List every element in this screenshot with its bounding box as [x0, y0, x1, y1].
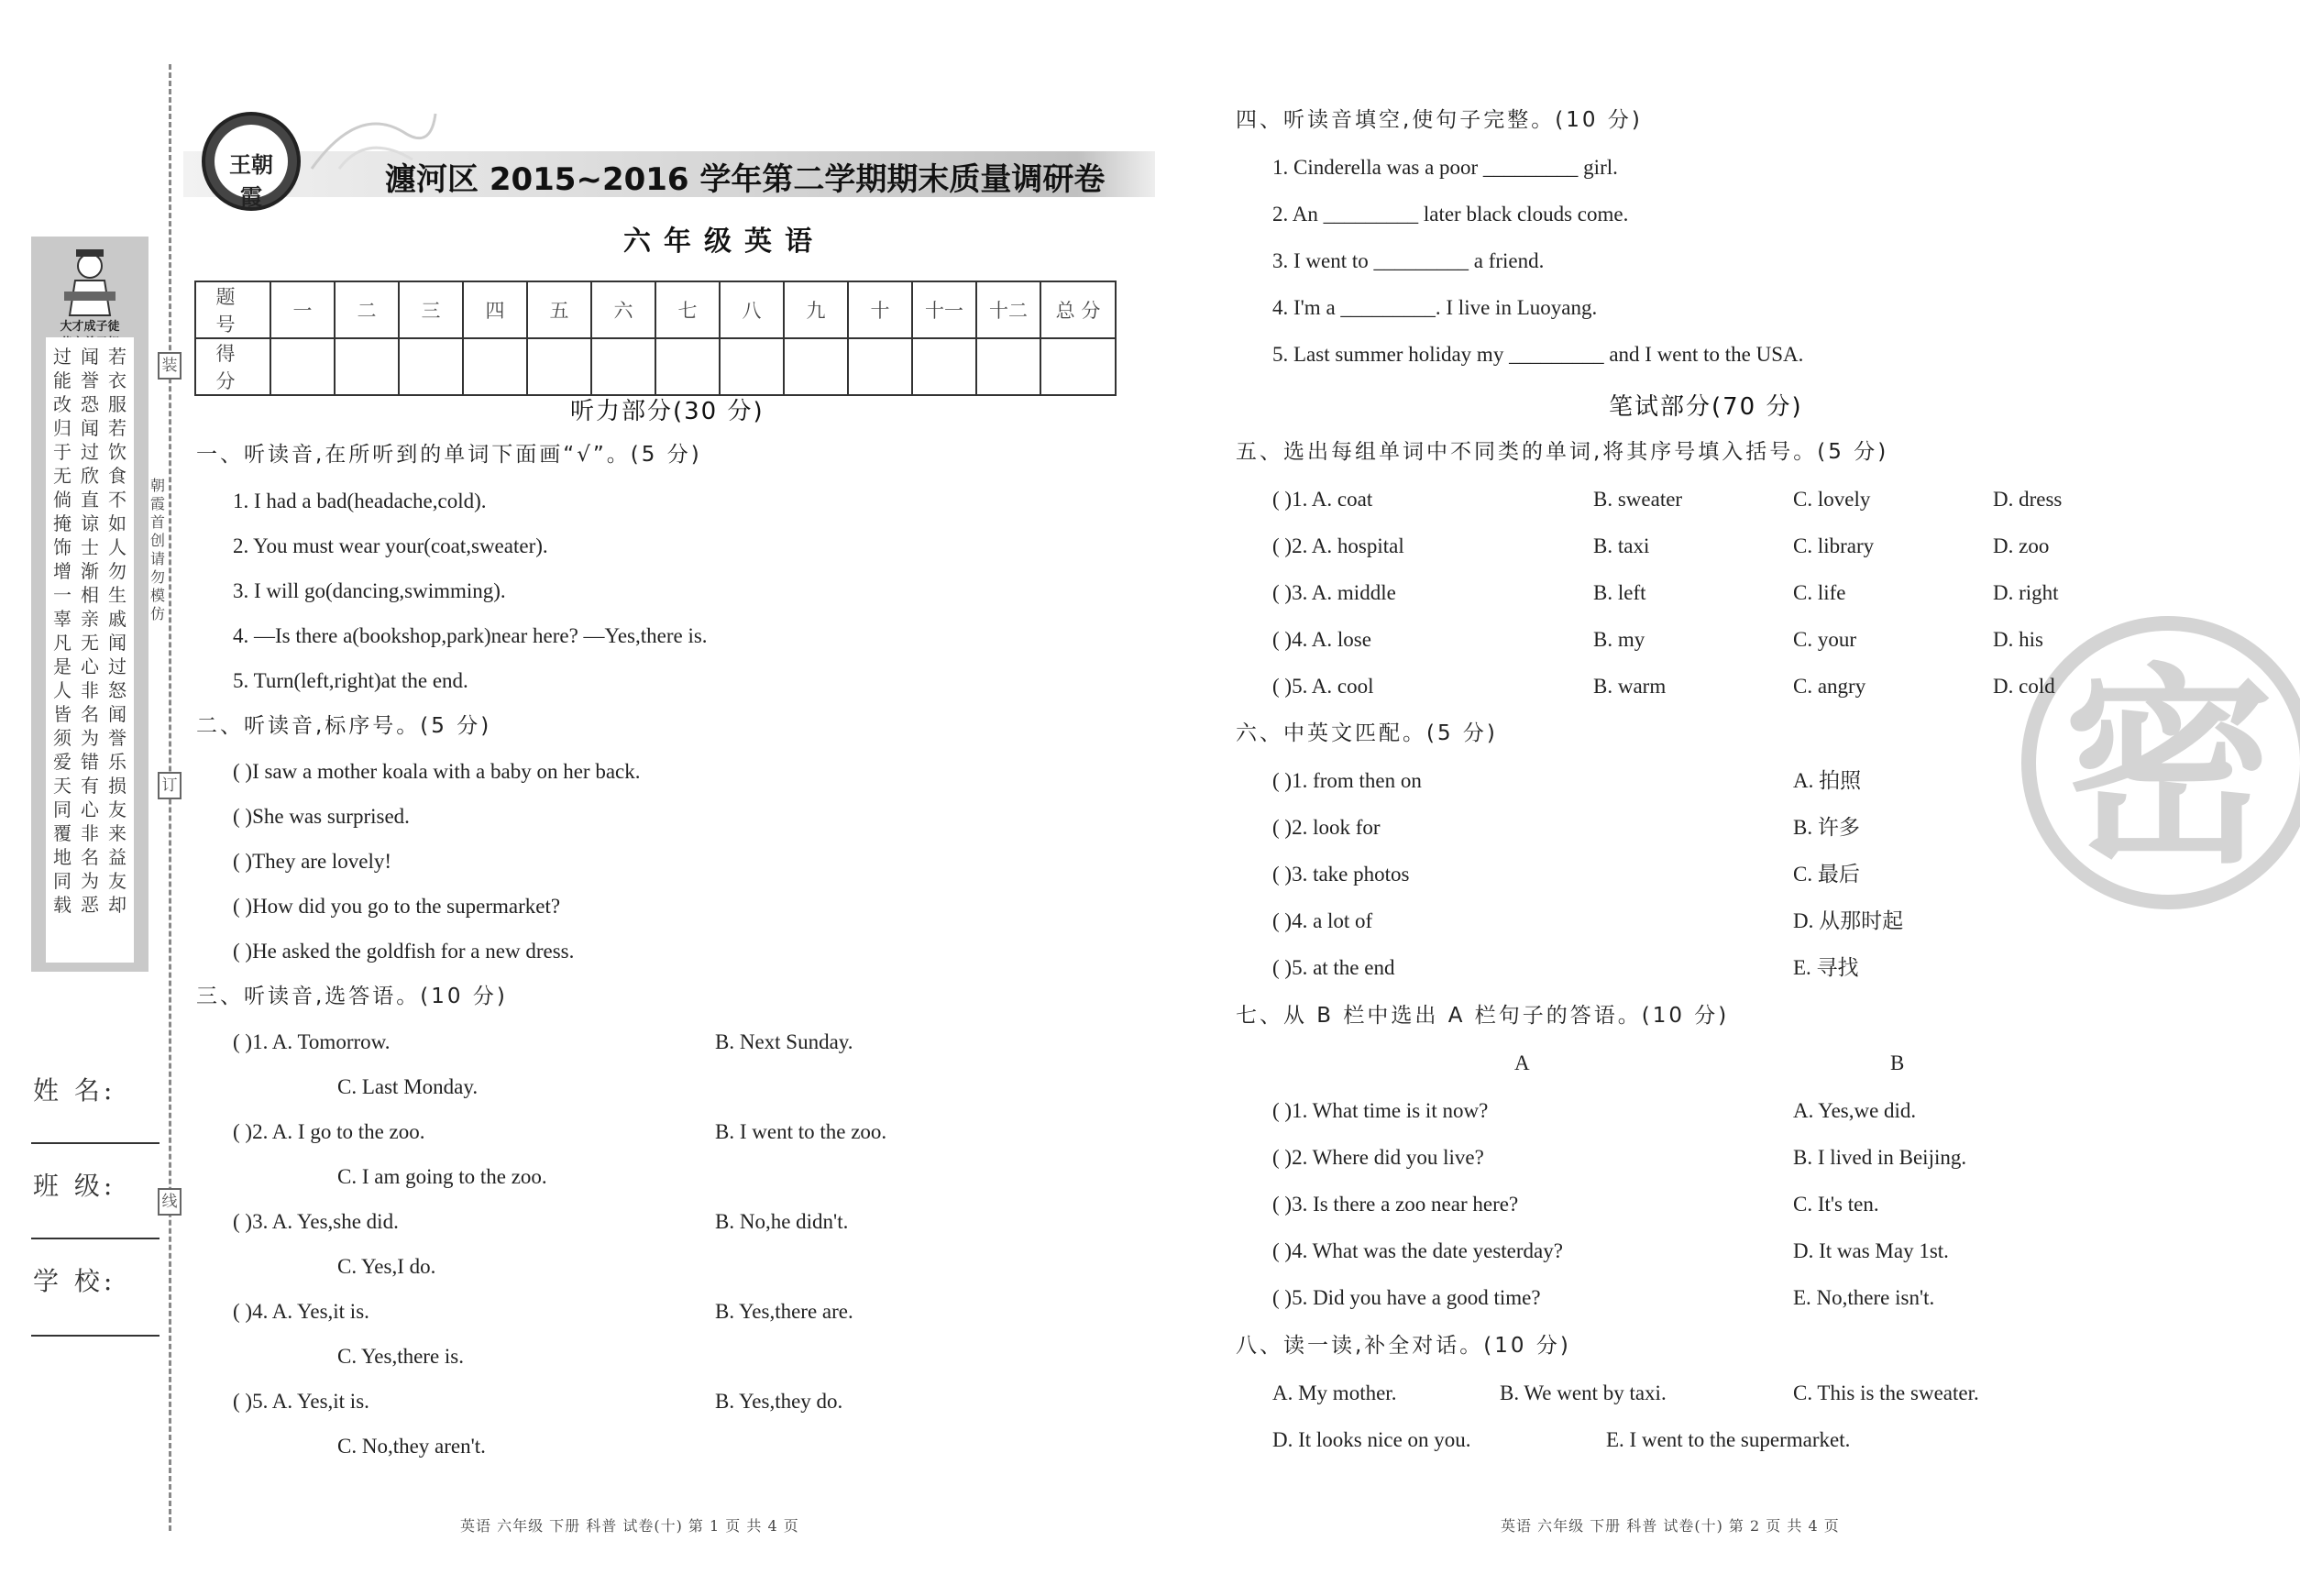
s5-option-a: ( )2. A. hospital — [1272, 534, 1404, 557]
s7-question: ( )5. Did you have a good time? — [1272, 1286, 1541, 1309]
section-2-heading: 二、听读音,标序号。(5 分) — [196, 714, 492, 738]
score-cell: 题 号 — [195, 281, 270, 338]
s4-item: 5. Last summer holiday my _________ and I went to the USA. — [1272, 343, 1804, 366]
s6-chinese: E. 寻找 — [1793, 956, 1859, 979]
s7-question: ( )2. Where did you live? — [1272, 1146, 1484, 1169]
score-input[interactable] — [848, 338, 912, 395]
s1-item: 2. You must wear your(coat,sweater). — [233, 534, 548, 557]
score-cell: 六 — [591, 281, 655, 338]
score-cell: 总 分 — [1040, 281, 1116, 338]
name-field[interactable] — [31, 1142, 160, 1144]
s5-option-b: B. warm — [1593, 675, 1667, 698]
score-table-value-row — [195, 338, 1116, 395]
score-input[interactable] — [527, 338, 591, 395]
s4-item: 1. Cinderella was a poor _________ girl. — [1272, 156, 1618, 179]
score-input[interactable] — [784, 338, 848, 395]
s6-english: ( )4. a lot of — [1272, 909, 1373, 932]
s6-english: ( )1. from then on — [1272, 769, 1422, 792]
s3-option-c: C. I am going to the zoo. — [337, 1165, 547, 1188]
s5-option-a: ( )4. A. lose — [1272, 628, 1371, 651]
s5-option-c: C. library — [1793, 534, 1875, 557]
s1-item: 3. I will go(dancing,swimming). — [233, 579, 506, 602]
score-cell: 一 — [270, 281, 335, 338]
section-3-heading: 三、听读音,选答语。(10 分) — [196, 985, 508, 1008]
s7-answer: E. No,there isn't. — [1793, 1286, 1935, 1309]
section-8-heading: 八、读一读,补全对话。(10 分) — [1236, 1334, 1571, 1358]
score-cell: 五 — [527, 281, 591, 338]
brand-logo — [202, 112, 301, 211]
s2-item: ( )He asked the goldfish for a new dress. — [233, 940, 575, 963]
s8-option: C. This is the sweater. — [1793, 1381, 1979, 1404]
listening-title: 听力部分(30 分) — [570, 398, 765, 425]
s7-question: ( )4. What was the date yesterday? — [1272, 1239, 1563, 1262]
score-cell: 十二 — [976, 281, 1040, 338]
s5-option-d: D. zoo — [1993, 534, 2050, 557]
s6-chinese: D. 从那时起 — [1793, 909, 1904, 932]
s3-option-b: B. Yes,they do. — [715, 1390, 843, 1413]
s5-option-b: B. taxi — [1593, 534, 1650, 557]
s8-option: E. I went to the supermarket. — [1606, 1428, 1851, 1451]
scholar-figure-icon — [62, 246, 117, 317]
s5-option-c: C. life — [1793, 581, 1846, 604]
s3-option-c: C. Yes,there is. — [337, 1345, 465, 1368]
class-label: 班 级: — [33, 1171, 116, 1201]
s3-option-b: B. Yes,there are. — [715, 1300, 853, 1323]
score-cell: 八 — [720, 281, 784, 338]
s3-option-a: ( )5. A. Yes,it is. — [233, 1390, 369, 1413]
name-label: 姓 名: — [33, 1075, 116, 1106]
s3-option-b: B. I went to the zoo. — [715, 1120, 887, 1143]
page-footer-left: 英语 六年级 下册 科普 试卷(十) 第 1 页 共 4 页 — [460, 1517, 799, 1535]
s6-english: ( )3. take photos — [1272, 863, 1410, 886]
section-6-heading: 六、中英文匹配。(5 分) — [1236, 721, 1498, 745]
score-row-label: 得 分 — [195, 338, 270, 395]
school-field[interactable] — [31, 1335, 160, 1337]
cut-mark-2: 订 — [158, 772, 182, 799]
s7-answer: D. It was May 1st. — [1793, 1239, 1949, 1262]
s2-item: ( )I saw a mother koala with a baby on her back. — [233, 760, 641, 783]
s3-option-a: ( )1. A. Tomorrow. — [233, 1030, 391, 1053]
s6-chinese: B. 许多 — [1793, 816, 1860, 839]
score-input[interactable] — [270, 338, 335, 395]
score-input[interactable] — [335, 338, 399, 395]
exam-title: 瀍河区 2015~2016 学年第二学期期末质量调研卷 — [385, 161, 1106, 198]
section-5-heading: 五、选出每组单词中不同类的单词,将其序号填入括号。(5 分) — [1236, 440, 1889, 464]
s2-item: ( )How did you go to the supermarket? — [233, 895, 561, 918]
s2-item: ( )She was surprised. — [233, 805, 410, 828]
score-table-header-row — [195, 281, 1116, 338]
s7-column-b-label: B — [1890, 1051, 1905, 1074]
s4-item: 2. An _________ later black clouds come. — [1272, 203, 1629, 226]
s7-column-a-label: A — [1514, 1051, 1530, 1074]
s5-option-c: C. lovely — [1793, 488, 1871, 511]
s4-item: 4. I'm a _________. I live in Luoyang. — [1272, 296, 1598, 319]
s5-option-d: D. dress — [1993, 488, 2063, 511]
s3-option-c: C. No,they aren't. — [337, 1435, 486, 1458]
slogan-line-1: 大才成子徒 — [60, 320, 120, 334]
s5-option-a: ( )3. A. middle — [1272, 581, 1396, 604]
s5-option-b: B. left — [1593, 581, 1646, 604]
section-7-heading: 七、从 B 栏中选出 A 栏句子的答语。(10 分) — [1236, 1004, 1730, 1028]
s1-item: 1. I had a bad(headache,cold). — [233, 490, 487, 512]
school-label: 学 校: — [33, 1266, 116, 1296]
s7-answer: C. It's ten. — [1793, 1193, 1879, 1216]
s7-question: ( )1. What time is it now? — [1272, 1099, 1489, 1122]
score-input[interactable] — [912, 338, 976, 395]
rules-text-box — [46, 337, 134, 963]
rule-column-1: 过能改归于无倘掩饰增一辜凡是人皆须爱天同覆地同载 — [53, 346, 72, 916]
s2-item: ( )They are lovely! — [233, 850, 392, 873]
written-title: 笔试部分(70 分) — [1609, 393, 1803, 421]
s8-option: B. We went by taxi. — [1500, 1381, 1667, 1404]
score-input[interactable] — [976, 338, 1040, 395]
s8-option: A. My mother. — [1272, 1381, 1397, 1404]
s5-option-b: B. my — [1593, 628, 1645, 651]
score-input[interactable] — [720, 338, 784, 395]
brand-name: 王朝霞 — [229, 151, 273, 210]
score-cell: 四 — [463, 281, 527, 338]
s5-option-d: D. his — [1993, 628, 2043, 651]
s5-option-b: B. sweater — [1593, 488, 1683, 511]
confidential-seal — [2021, 616, 2300, 909]
score-cell: 三 — [399, 281, 463, 338]
s6-english: ( )5. at the end — [1272, 956, 1395, 979]
s1-item: 4. —Is there a(bookshop,park)near here? —Yes,there is. — [233, 624, 708, 647]
rules-panel — [31, 237, 149, 972]
score-cell: 二 — [335, 281, 399, 338]
rule-column-2: 闻誉恐闻过欣直谅士渐相亲无心非名为错有心非名为恶 — [81, 346, 99, 916]
s3-option-c: C. Yes,I do. — [337, 1255, 436, 1278]
s5-option-a: ( )1. A. coat — [1272, 488, 1373, 511]
score-cell: 十一 — [912, 281, 976, 338]
score-input[interactable] — [399, 338, 463, 395]
s3-option-c: C. Last Monday. — [337, 1075, 479, 1098]
s4-item: 3. I went to _________ a friend. — [1272, 249, 1545, 272]
s6-chinese: A. 拍照 — [1793, 769, 1862, 792]
s5-option-c: C. your — [1793, 628, 1856, 651]
exam-subtitle: 六年级英语 — [623, 226, 825, 258]
s3-option-a: ( )2. A. I go to the zoo. — [233, 1120, 425, 1143]
copyright-note: 朝霞首创请勿模仿 — [150, 477, 166, 622]
s7-question: ( )3. Is there a zoo near here? — [1272, 1193, 1519, 1216]
cut-mark-3: 线 — [158, 1188, 182, 1216]
s3-option-b: B. Next Sunday. — [715, 1030, 853, 1053]
page-footer-right: 英语 六年级 下册 科普 试卷(十) 第 2 页 共 4 页 — [1501, 1517, 1840, 1535]
s7-answer: A. Yes,we did. — [1793, 1099, 1917, 1122]
score-cell: 九 — [784, 281, 848, 338]
s3-option-b: B. No,he didn't. — [715, 1210, 849, 1233]
rule-column-3: 若衣服若饮食不如人勿生戚闻过怒闻誉乐损友来益友却 — [108, 346, 127, 916]
seal-character: 密 — [2063, 644, 2275, 892]
s3-option-a: ( )4. A. Yes,it is. — [233, 1300, 369, 1323]
s7-answer: B. I lived in Beijing. — [1793, 1146, 1967, 1169]
s3-option-a: ( )3. A. Yes,she did. — [233, 1210, 399, 1233]
s5-option-d: D. right — [1993, 581, 2059, 604]
s5-option-c: C. angry — [1793, 675, 1866, 698]
class-field[interactable] — [31, 1238, 160, 1239]
binding-strip — [0, 0, 183, 1596]
score-input[interactable] — [591, 338, 655, 395]
section-1-heading: 一、听读音,在所听到的单词下面画“√”。(5 分) — [196, 443, 702, 467]
s5-option-d: D. cold — [1993, 675, 2055, 698]
s8-option: D. It looks nice on you. — [1272, 1428, 1471, 1451]
s1-item: 5. Turn(left,right)at the end. — [233, 669, 468, 692]
score-input[interactable] — [463, 338, 527, 395]
s6-chinese: C. 最后 — [1793, 863, 1860, 886]
score-input[interactable] — [1040, 338, 1116, 395]
section-4-heading: 四、听读音填空,使句子完整。(10 分) — [1236, 108, 1643, 132]
cut-mark-1: 装 — [158, 352, 182, 380]
score-cell: 七 — [655, 281, 720, 338]
s6-english: ( )2. look for — [1272, 816, 1381, 839]
s5-option-a: ( )5. A. cool — [1272, 675, 1374, 698]
score-cell: 十 — [848, 281, 912, 338]
score-input[interactable] — [655, 338, 720, 395]
score-table — [194, 281, 1117, 396]
